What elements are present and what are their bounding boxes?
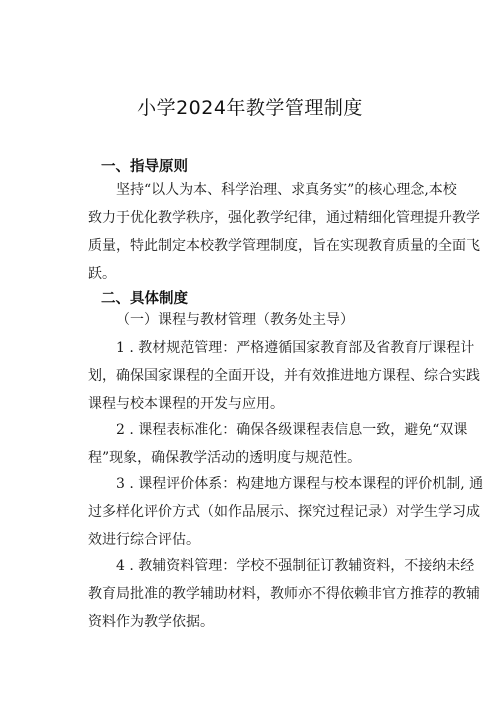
paragraph-line: 致力于优化教学秩序，强化教学纪律，通过精细化管理提升教学 — [88, 210, 480, 226]
section-heading-guiding-principles: 一、指导原则 — [101, 159, 188, 175]
paragraph-item-4 — [88, 552, 480, 636]
paragraph-line: 跃。 — [88, 266, 116, 282]
subsection-heading-curriculum: （一）课程与教材管理（教务处主导） — [116, 312, 354, 328]
paragraph-line: 资料作为教学依据。 — [88, 614, 214, 630]
section-heading-specific-rules: 二、具体制度 — [101, 291, 188, 307]
paragraph-guiding-principles — [88, 176, 480, 288]
paragraph-line: 坚持“以人为本、科学治理、求真务实”的核心理念,本校 — [116, 182, 457, 198]
paragraph-line: 划，确保国家课程的全面开设，并有效推进地方课程、综合实践 — [88, 368, 480, 384]
paragraph-line: 2 . 课程表标准化：确保各级课程表信息一致，避免“双课 — [116, 422, 468, 438]
paragraph-line: 质量，特此制定本校教学管理制度，旨在实现教育质量的全面飞 — [88, 238, 480, 254]
paragraph-line: 1 . 教材规范管理：严格遵循国家教育部及省教育厅课程计 — [116, 340, 475, 356]
paragraph-line: 教育局批准的教学辅助材料，教师亦不得依赖非官方推荐的教辅 — [88, 586, 480, 602]
paragraph-item-1 — [88, 334, 480, 418]
paragraph-line: 程”现象，确保教学活动的透明度与规范性。 — [88, 450, 362, 466]
document-title: 小学2024年教学管理制度 — [137, 97, 363, 119]
paragraph-line: 3 . 课程评价体系：构建地方课程与校本课程的评价机制, 通 — [116, 476, 484, 492]
paragraph-item-2 — [88, 416, 468, 472]
paragraph-item-3 — [88, 470, 484, 554]
paragraph-line: 过多样化评价方式（如作品展示、探究过程记录）对学生学习成 — [88, 504, 480, 520]
paragraph-line: 效进行综合评估。 — [88, 532, 200, 548]
paragraph-line: 4 . 教辅资料管理：学校不强制征订教辅资料，不接纳未经 — [116, 558, 475, 574]
paragraph-line: 课程与校本课程的开发与应用。 — [88, 396, 284, 412]
